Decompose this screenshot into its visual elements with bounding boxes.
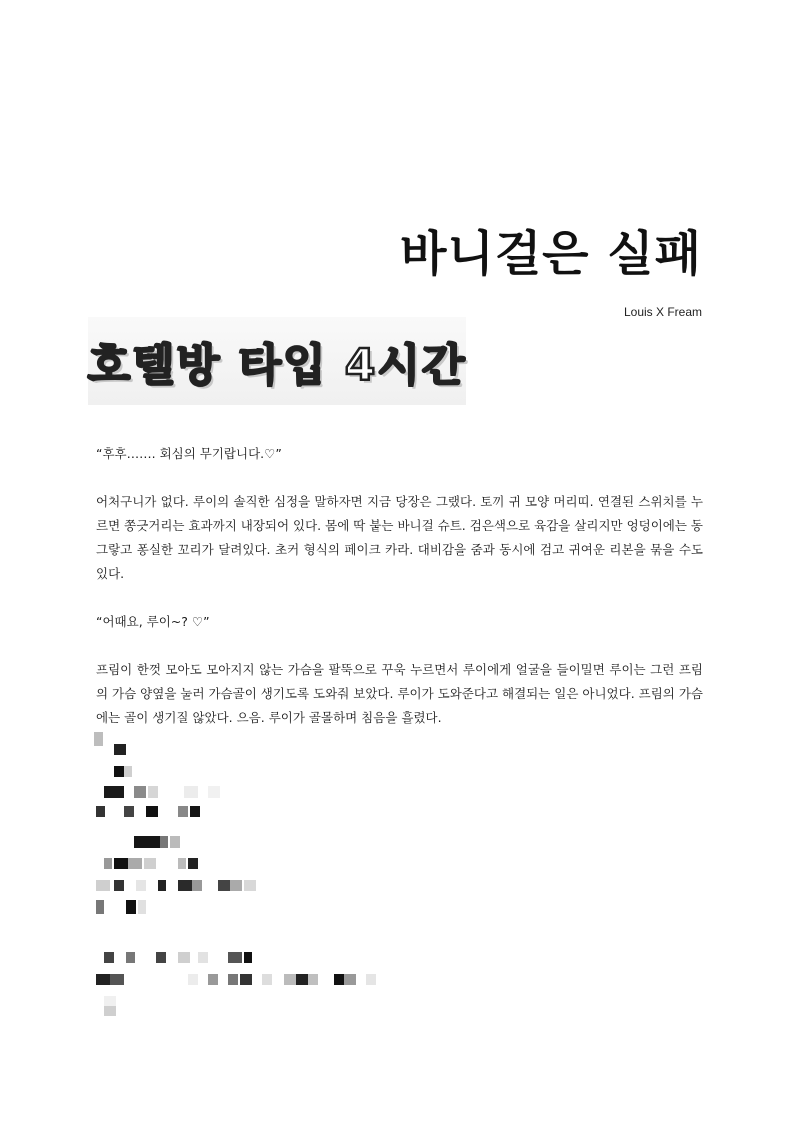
paragraph-3: “어때요, 루이~? ♡” — [96, 614, 210, 629]
title-banner — [88, 317, 466, 405]
story-body — [96, 442, 703, 754]
document-title: 바니걸은 실패 — [400, 226, 702, 282]
pixelated-redacted-text — [94, 728, 394, 1028]
banner-text: 호텔방 타입 4시간 — [87, 340, 467, 391]
paragraph-2: 어처구니가 없다. 루이의 솔직한 심정을 말하자면 지금 당장은 그랬다. 토끼 귀 모양 머리띠. 연결된 스위치를 누르면 쫑긋거리는 효과까지 내장되어 있다. 몸에 딱 붙는 바니걸 슈트. 검은색으로 육감을 살리지만 엉덩이에는 동그랗고 퐁실한 꼬리가 달려있다. 초커 형식의 페이크 카라. 대비감을 줌과 동시에 검고 귀여운 리본을 묶을 수도 있다. — [96, 494, 703, 581]
author-byline: Louis X Fream — [623, 305, 702, 319]
paragraph-1: “후후……. 회심의 무기랍니다.♡” — [96, 446, 282, 461]
paragraph-4: 프림이 한껏 모아도 모아지지 않는 가슴을 팔뚝으로 꾸욱 누르면서 루이에게 얼굴을 들이밀면 루이는 그런 프림의 가슴 양옆을 눌러 가슴골이 생기도록 도와줘 보았다. 루이가 도와준다고 해결되는 일은 아니었다. 프림의 가슴에는 골이 생기질 않았다. 으음. 루이가 골몰하며 침음을 흘렸다. — [96, 662, 703, 725]
